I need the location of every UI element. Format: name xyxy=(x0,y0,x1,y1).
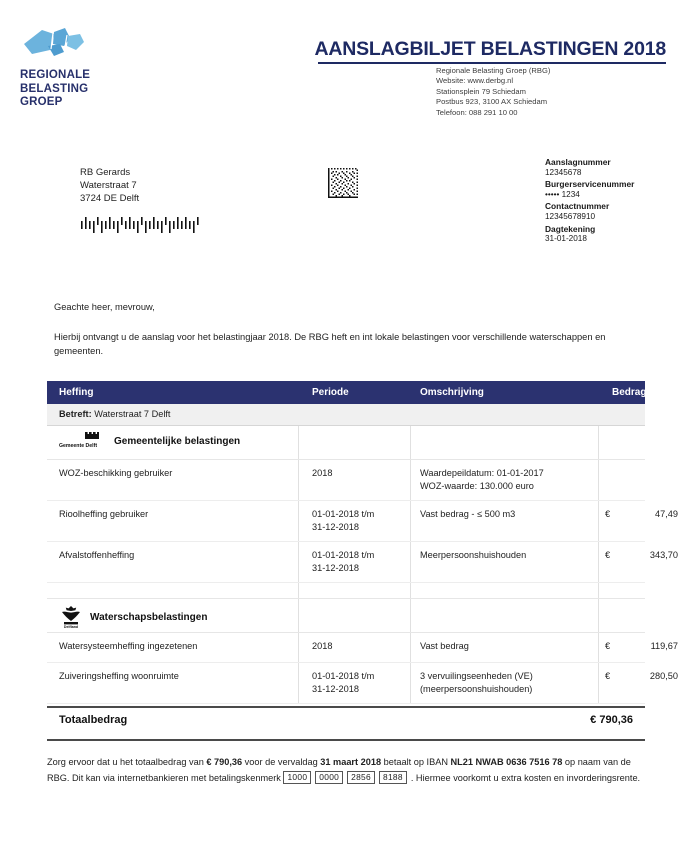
cell-bedrag: 280,50 xyxy=(649,671,678,681)
table-row xyxy=(47,633,678,663)
cell-heffing: Afvalstoffenheffing xyxy=(59,550,135,560)
footer-text-3: betaalt op IBAN xyxy=(381,757,448,767)
postal-barcode xyxy=(80,215,205,235)
org-line-5: Telefoon: 088 291 10 00 xyxy=(436,107,518,117)
cell-periode xyxy=(312,549,407,574)
total-label: Totaalbedrag xyxy=(59,714,128,726)
dagtekening-label: Dagtekening xyxy=(545,223,596,234)
table-row xyxy=(47,501,678,542)
footer-text-1: Zorg ervoor dat u het totaalbedrag van xyxy=(47,757,207,767)
footer-amount: € 790,36 xyxy=(206,757,243,767)
column-header-bedrag: Bedrag xyxy=(612,387,647,398)
document-header xyxy=(0,0,691,140)
contactnummer-label: Contactnummer xyxy=(545,201,610,212)
logo-line-1: REGIONALE xyxy=(20,69,91,81)
svg-text:Delfland: Delfland xyxy=(63,625,79,629)
footer-text-5: . Hiermee voorkomt u extra kosten en invorderingsrente. xyxy=(410,772,641,783)
section-spacer xyxy=(47,583,645,599)
logo-line-3: GROEP xyxy=(20,96,63,108)
cell-periode: 2018 xyxy=(312,641,333,651)
cell-currency: € xyxy=(605,671,611,681)
rbg-logo-text xyxy=(20,69,150,110)
cell-currency: € xyxy=(605,509,611,519)
cell-heffing: Watersysteemheffing ingezetenen xyxy=(59,641,198,651)
table-row xyxy=(47,663,678,704)
cell-omschrijving-line2: (meerpersoonshuishouden) xyxy=(420,683,533,694)
aanslagnummer-label: Aanslagnummer xyxy=(545,157,611,167)
column-header-omschrijving: Omschrijving xyxy=(420,387,484,398)
cell-periode-line1: 01-01-2018 t/m xyxy=(312,671,375,681)
betreft-label: Betreft: xyxy=(59,409,92,419)
betalingskenmerk-part-3: 2856 xyxy=(347,771,375,784)
addressee-block xyxy=(80,166,139,205)
footer-text-4: op naam van de RBG. Dit kan via internetbankieren met betalingskenmerk xyxy=(47,757,631,783)
column-header-heffing: Heffing xyxy=(59,387,94,398)
organisation-info xyxy=(436,66,666,118)
cell-heffing: Zuiveringsheffing woonruimte xyxy=(59,671,179,681)
org-line-2: Website: www.derbg.nl xyxy=(436,76,514,86)
cell-periode-line2: 31-12-2018 xyxy=(312,562,359,573)
addressee-street: Waterstraat 7 xyxy=(80,180,137,191)
cell-omschrijving xyxy=(420,670,592,695)
cell-periode-line1: 01-01-2018 t/m xyxy=(312,550,375,560)
cell-omschrijving-line2: WOZ-waarde: 130.000 euro xyxy=(420,480,534,491)
table-header-row xyxy=(47,381,645,404)
cell-omschrijving: Meerpersoonshuishouden xyxy=(420,550,527,560)
section-title-municipal: Gemeentelijke belastingen xyxy=(114,435,241,447)
cell-omschrijving-line1: Waardepeildatum: 01-01-2017 xyxy=(420,468,544,478)
cell-periode-line2: 31-12-2018 xyxy=(312,683,359,694)
org-line-1: Regionale Belasting Groep (RBG) xyxy=(436,66,551,75)
section-header-water xyxy=(47,599,645,633)
footer-duedate: 31 maart 2018 xyxy=(320,757,382,767)
org-line-3: Stationsplein 79 Schiedam xyxy=(436,86,526,96)
cell-omschrijving: Vast bedrag xyxy=(420,641,469,651)
logo-line-2: BELASTING xyxy=(20,82,89,95)
cell-periode-line1: 01-01-2018 t/m xyxy=(312,509,375,519)
addressee-city: 3724 DE Delft xyxy=(80,193,140,204)
betreft-value: Waterstraat 7 Delft xyxy=(94,409,171,419)
dagtekening-value: 31-01-2018 xyxy=(545,234,587,244)
bsn-value: ••••• 1234 xyxy=(545,189,580,199)
table-row xyxy=(47,542,678,583)
section-header-municipal xyxy=(47,426,645,460)
cell-heffing: Rioolheffing gebruiker xyxy=(59,509,149,519)
cell-omschrijving-line1: 3 vervuilingseenheden (VE) xyxy=(420,671,533,681)
total-amount: € 790,36 xyxy=(590,714,633,726)
svg-text:Gemeente Delft: Gemeente Delft xyxy=(59,443,98,449)
rbg-logo-mark xyxy=(20,24,92,64)
total-divider-bottom xyxy=(47,739,645,741)
betalingskenmerk-part-1: 1000 xyxy=(283,771,311,784)
section-title-water: Waterschapsbelastingen xyxy=(90,611,208,623)
footer-text-2: voor de vervaldag xyxy=(242,757,321,767)
column-header-periode: Periode xyxy=(312,387,349,398)
intro-paragraph: Hierbij ontvangt u de aanslag voor het belastingjaar 2018. De RBG heft en int lokale belastingen voor verschillende waterschappen en gemeenten. xyxy=(54,332,606,356)
bsn-label: Burgerservicenummer xyxy=(545,179,635,190)
payment-instructions xyxy=(47,755,645,786)
footer-iban: NL21 NWAB 0636 7516 78 xyxy=(450,757,563,767)
cell-currency: € xyxy=(605,550,611,560)
page-title: AANSLAGBILJET BELASTINGEN 2018 xyxy=(314,38,666,60)
reference-numbers xyxy=(545,156,685,246)
datamatrix-code xyxy=(328,168,358,198)
betalingskenmerk-part-4: 8188 xyxy=(379,771,407,784)
cell-omschrijving xyxy=(420,467,592,492)
total-row xyxy=(47,712,645,734)
delfland-crest-icon xyxy=(59,605,83,629)
cell-periode xyxy=(312,508,407,533)
cell-currency: € xyxy=(605,641,611,651)
cell-periode xyxy=(312,670,407,695)
org-line-4: Postbus 923, 3100 AX Schiedam xyxy=(436,97,548,107)
salutation: Geachte heer, mevrouw, xyxy=(54,302,155,312)
cell-periode: 2018 xyxy=(312,468,333,478)
cell-bedrag: 47,49 xyxy=(655,509,678,519)
contactnummer-value: 12345678910 xyxy=(545,211,596,221)
total-divider-top xyxy=(47,706,645,708)
cell-omschrijving: Vast bedrag - ≤ 500 m3 xyxy=(420,509,516,519)
cell-heffing: WOZ-beschikking gebruiker xyxy=(59,468,173,478)
addressee-name: RB Gerards xyxy=(80,167,131,178)
betreft-row xyxy=(47,404,645,426)
tax-table xyxy=(47,381,678,704)
betalingskenmerk-part-2: 0000 xyxy=(315,771,343,784)
title-underline xyxy=(318,62,666,64)
cell-bedrag: 343,70 xyxy=(649,550,678,560)
table-row xyxy=(47,460,645,501)
aanslagnummer-value: 12345678 xyxy=(545,167,582,177)
cell-periode-line2: 31-12-2018 xyxy=(312,521,359,532)
gemeente-delft-logo-icon xyxy=(59,432,107,450)
table-body xyxy=(47,426,678,704)
cell-bedrag: 119,67 xyxy=(650,641,678,651)
rbg-logo xyxy=(20,24,150,110)
